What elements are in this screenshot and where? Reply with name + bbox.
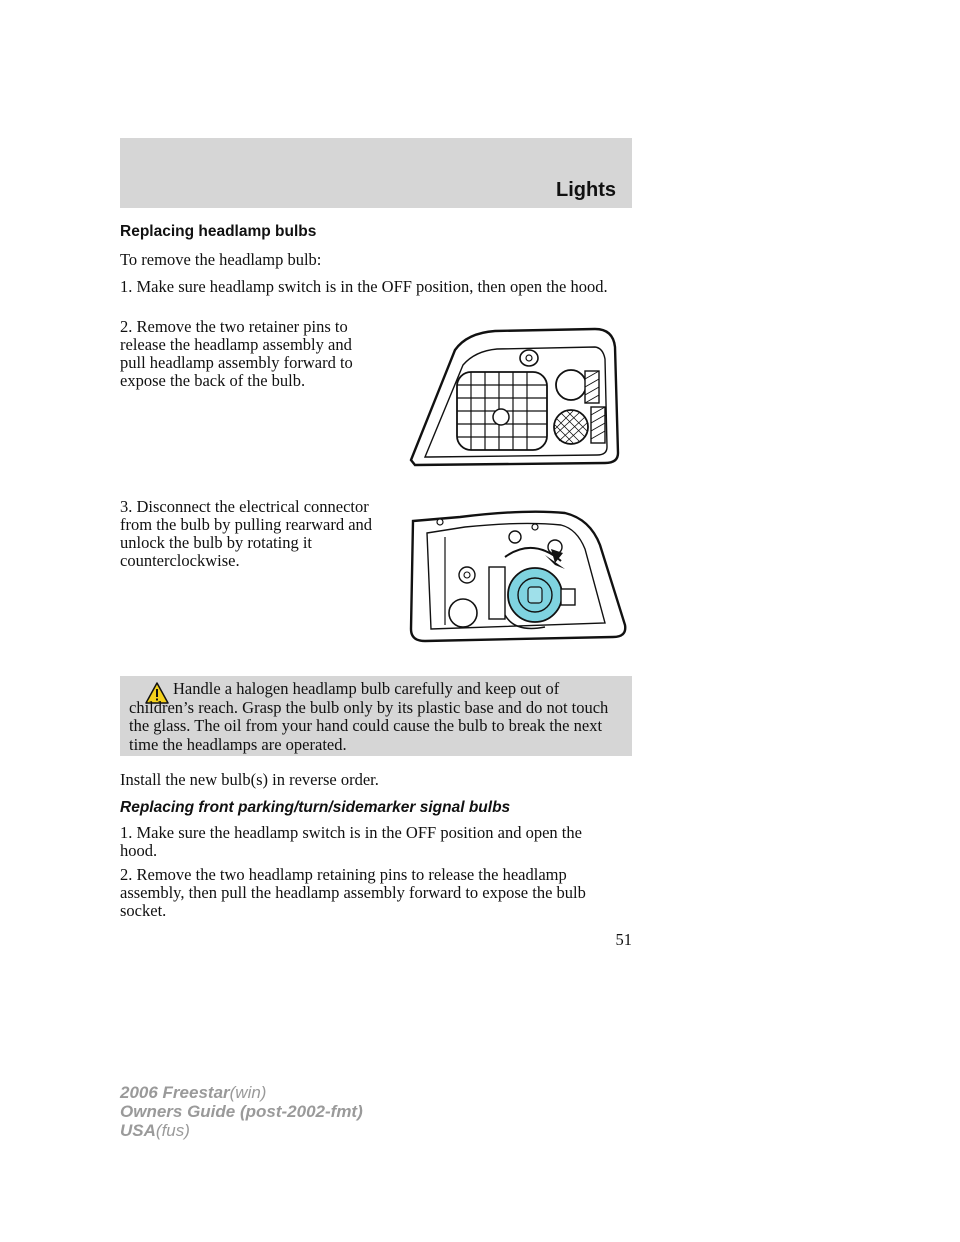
page-number: 51: [615, 930, 632, 949]
parking-step-2-text: 2. Remove the two headlamp retaining pins to release the headlamp assembly, then pull the headlamp assembly forward to expose the bulb socket.: [120, 865, 586, 920]
section-header-band: [120, 138, 632, 208]
footer-line-1: [120, 1083, 363, 1102]
parking-step-1-text: 1. Make sure the headlamp switch is in the OFF position and open the hood.: [120, 823, 582, 860]
install-text: Install the new bulb(s) in reverse order.: [120, 770, 379, 789]
heading-replacing-parking-bulbs: Replacing front parking/turn/sidemarker signal bulbs: [120, 799, 511, 816]
intro-text: To remove the headlamp bulb:: [120, 250, 322, 269]
heading-replacing-headlamp-bulbs: Replacing headlamp bulbs: [120, 223, 317, 240]
footer-line-2: Owners Guide (post-2002-fmt): [120, 1102, 363, 1121]
footer-model: 2006 Freestar: [120, 1083, 230, 1102]
footer-market: USA: [120, 1121, 156, 1140]
headlamp-assembly-front-view-figure: [405, 325, 630, 470]
warning-box: [120, 676, 632, 756]
footer-market-code: (fus): [155, 1121, 190, 1140]
step-2-text: 2. Remove the two retainer pins to release the headlamp assembly and pull headlamp assembly forward to expose the back of the bulb.: [120, 317, 353, 390]
document-footer: [120, 1083, 363, 1140]
warning-text: Handle a halogen headlamp bulb carefully and keep out of children’s reach. Grasp the bulb only by its plastic base and do not touch the glass. The oil from your hand could cause the bulb to break the next time the headlamps are operated.: [129, 679, 609, 754]
footer-model-code: (win): [229, 1083, 267, 1102]
step-3-text: 3. Disconnect the electrical connector from the bulb by pulling rearward and unlock the bulb by rotating it counterclockwise.: [120, 497, 373, 570]
footer-line-3: [120, 1121, 363, 1140]
headlamp-assembly-rear-bulb-figure: [405, 505, 630, 655]
section-title: Lights: [556, 179, 616, 201]
step-1-text: 1. Make sure headlamp switch is in the OFF position, then open the hood.: [120, 277, 608, 296]
